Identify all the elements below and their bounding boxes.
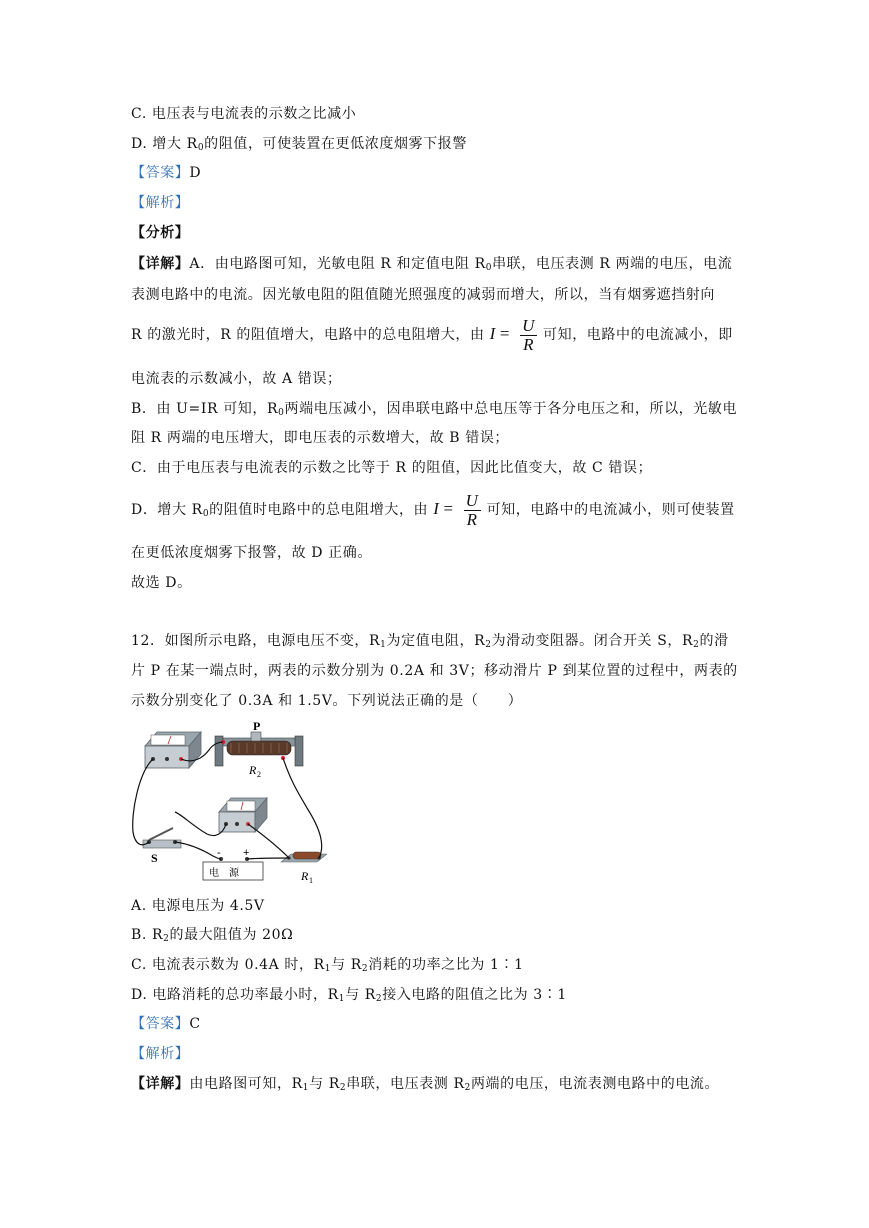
label-plus: + — [243, 847, 250, 859]
option-d-line: D. 增大 $R_0$的阻值，可使装置在更低浓度烟雾下报警 — [131, 136, 467, 153]
explanation-line-2: 表测电路中的电流。因光敏电阻的阻值随光照强度的减弱而增大，所以，当有烟雾遮挡射向 — [131, 287, 715, 303]
formula-fraction: $\frac{U}{R}$ — [522, 315, 535, 354]
option-d: D. 电路消耗的总功率最小时，$R_1$与 $R_2$接入电路的阻值之比为 3∶1 — [131, 987, 567, 1004]
fenxi-tag: 【分析】 — [131, 225, 190, 241]
voltmeter — [219, 798, 267, 832]
answer-tag: 【答案】 — [131, 1016, 190, 1032]
explanation-line-10: 故选 D。 — [131, 575, 192, 591]
label-r1-sub: 1 — [309, 876, 313, 885]
option-a: A. 电源电压为 4.5V — [131, 898, 265, 914]
question-12-line-1: 12．如图所示电路，电源电压不变，$R_1$为定值电阻，$R_2$为滑动变阻器。闭合开关 S，$R_2$的滑 — [131, 633, 729, 650]
circuit-figure — [131, 722, 327, 886]
label-s: S — [151, 851, 158, 865]
explanation-line-4: 电流表的示数减小，故 A 错误； — [131, 371, 342, 387]
explanation-tail-line: 【详解】由电路图可知，$R_1$与 $R_2$串联，电压表测 $R_2$两端的电压，电流表测电路中的电流。 — [131, 1076, 720, 1093]
explanation-line-3: R 的激光时，R 的阻值增大，电路中的总电阻增大，由 I = $\frac{U}{R}$ 可知，电路中的电流减小，即 — [131, 315, 733, 354]
analysis-tag: 【解析】 — [131, 195, 190, 211]
explanation-line-5: B．由 U=IR 可知，$R_0$两端电压减小，因串联电路中总电压等于各分电压之和，所以，光敏电 — [131, 401, 738, 418]
question-12-line-3: 示数分别变化了 0.3A 和 1.5V。下列说法正确的是（ ） — [131, 693, 523, 709]
label-minus: - — [217, 847, 221, 859]
label-r2-sub: 2 — [257, 770, 261, 779]
explanation-line-6: 阻 R 两端的电压增大，即电压表的示数增大，故 B 错误； — [131, 430, 510, 446]
option-c: C. 电流表示数为 0.4A 时，$R_1$与 $R_2$消耗的功率之比为 1∶1 — [131, 957, 524, 974]
answer-line-2: 【答案】C — [131, 1016, 201, 1032]
formula-fraction-2: $\frac{U}{R}$ — [465, 490, 479, 529]
label-r2: R — [249, 763, 257, 777]
option-c-line: C. 电压表与电流表的示数之比减小 — [131, 106, 357, 122]
question-12-line-2: 片 P 在某一端点时，两表的示数分别为 0.2A 和 3V；移动滑片 P 到某位置的过程中，两表的 — [131, 663, 738, 679]
answer-tag: 【答案】 — [131, 165, 190, 181]
explanation-line-9: 在更低浓度烟雾下报警，故 D 正确。 — [131, 545, 372, 561]
explanation-line-1: 【详解】A．由电路图可知，光敏电阻 R 和定值电阻 $R_0$串联，电压表测 R 两端的电压，电流 — [131, 256, 733, 273]
analysis-tag-2: 【解析】 — [131, 1046, 190, 1062]
label-p: P — [253, 722, 261, 733]
explanation-line-7: C．由于电压表与电流表的示数之比等于 R 的阻值，因此比值变大，故 C 错误； — [131, 460, 653, 476]
ammeter — [145, 732, 201, 768]
label-power-supply: 电 源 — [209, 868, 239, 879]
explanation-line-8: D．增大 $R_0$的阻值时电路中的总电阻增大，由 I = $\frac{U}{R}$ 可知，电路中的电流减小，则可使装置 — [131, 490, 735, 529]
answer-line: 【答案】D — [131, 165, 202, 181]
option-b: B. $R_2$的最大阻值为 20Ω — [131, 927, 294, 944]
label-r1: R — [301, 869, 309, 883]
